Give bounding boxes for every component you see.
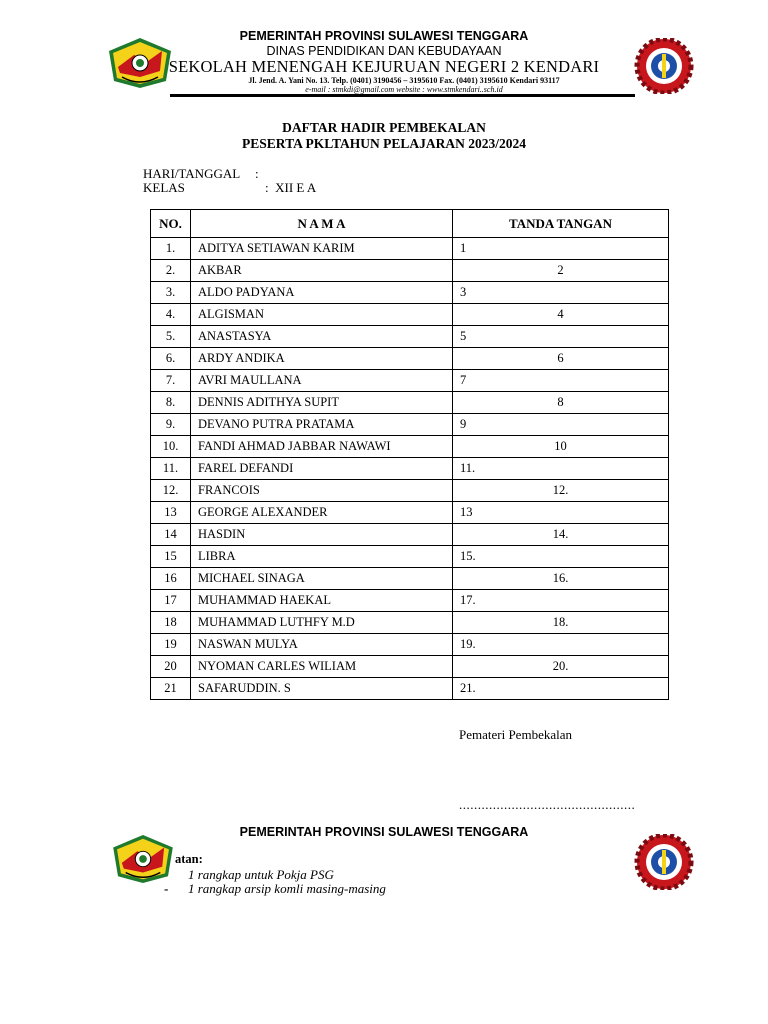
row-signature-cell[interactable] xyxy=(453,502,669,524)
row-name: FAREL DEFANDI xyxy=(191,458,453,480)
note-text: 1 rangkap arsip komli masing-masing xyxy=(188,881,386,896)
row-name: ALDO PADYANA xyxy=(191,282,453,304)
row-signature-number: 14. xyxy=(552,527,569,541)
table-row xyxy=(151,480,669,502)
row-signature-cell[interactable] xyxy=(453,282,669,304)
table-row xyxy=(151,370,669,392)
row-signature-cell[interactable] xyxy=(453,612,669,634)
row-signature-number: 6 xyxy=(557,351,564,365)
table-row xyxy=(151,392,669,414)
row-signature-cell[interactable] xyxy=(453,568,669,590)
row-signature-cell[interactable] xyxy=(453,634,669,656)
row-number: 13 xyxy=(151,502,191,524)
table-row xyxy=(151,414,669,436)
table-row xyxy=(151,546,669,568)
row-signature-number: 19. xyxy=(460,637,476,651)
row-signature-cell[interactable] xyxy=(453,678,669,700)
row-name: NYOMAN CARLES WILIAM xyxy=(191,656,453,678)
row-signature-cell[interactable] xyxy=(453,656,669,678)
row-signature-cell[interactable] xyxy=(453,414,669,436)
row-signature-cell[interactable] xyxy=(453,370,669,392)
row-signature-number: 10 xyxy=(554,439,567,453)
table-row xyxy=(151,524,669,546)
signature-line: ............................................... xyxy=(459,797,636,812)
row-name: LIBRA xyxy=(191,546,453,568)
info-date-value: : xyxy=(255,166,259,181)
row-name: ANASTASYA xyxy=(191,326,453,348)
row-number: 14 xyxy=(151,524,191,546)
row-signature-number: 15. xyxy=(460,549,476,563)
row-signature-cell[interactable] xyxy=(453,590,669,612)
row-signature-cell[interactable] xyxy=(453,524,669,546)
row-number: 20 xyxy=(151,656,191,678)
row-name: ALGISMAN xyxy=(191,304,453,326)
row-number: 21 xyxy=(151,678,191,700)
table-row xyxy=(151,348,669,370)
row-number: 18 xyxy=(151,612,191,634)
table-row xyxy=(151,260,669,282)
signature-label: Pemateri Pembekalan xyxy=(459,727,572,742)
row-name: SAFARUDDIN. S xyxy=(191,678,453,700)
row-signature-cell[interactable] xyxy=(453,304,669,326)
table-row xyxy=(151,458,669,480)
row-number: 8. xyxy=(151,392,191,414)
row-signature-cell[interactable] xyxy=(453,260,669,282)
header-address: Jl. Jend. A. Yani No. 13. Telp. (0401) 3190456 – 3195610 Fax. (0401) 3195610 Kendari 93117 xyxy=(248,76,560,85)
table-row xyxy=(151,502,669,524)
header-divider xyxy=(170,94,635,97)
row-name: MUHAMMAD LUTHFY M.D xyxy=(191,612,453,634)
school-gear-emblem-icon xyxy=(631,834,697,890)
row-number: 11. xyxy=(151,458,191,480)
table-header-row xyxy=(151,210,669,238)
keterangan-label: atan: xyxy=(175,852,203,866)
row-name: FRANCOIS xyxy=(191,480,453,502)
row-number: 17 xyxy=(151,590,191,612)
table-row xyxy=(151,678,669,700)
info-class xyxy=(143,180,316,196)
document-subtitle: PESERTA PKLTAHUN PELAJARAN 2023/2024 xyxy=(242,136,526,151)
document-title: DAFTAR HADIR PEMBEKALAN xyxy=(282,120,486,135)
row-name: DENNIS ADITHYA SUPIT xyxy=(191,392,453,414)
row-signature-number: 1 xyxy=(460,241,467,255)
row-number: 6. xyxy=(151,348,191,370)
col-header-ttd: TANDA TANGAN xyxy=(453,210,669,238)
header-contact: e-mail : stmkdi@gmail.com website : www.stmkendari..sch.id xyxy=(305,85,503,94)
row-name: NASWAN MULYA xyxy=(191,634,453,656)
table-row xyxy=(151,282,669,304)
row-signature-number: 13 xyxy=(460,505,473,519)
row-signature-number: 5 xyxy=(460,329,467,343)
row-signature-number: 11. xyxy=(460,461,476,475)
row-signature-number: 21. xyxy=(460,681,476,695)
table-row xyxy=(151,634,669,656)
row-name: FANDI AHMAD JABBAR NAWAWI xyxy=(191,436,453,458)
table-row xyxy=(151,326,669,348)
row-signature-number: 8 xyxy=(557,395,564,409)
row-signature-cell[interactable] xyxy=(453,546,669,568)
row-number: 16 xyxy=(151,568,191,590)
header-government: PEMERINTAH PROVINSI SULAWESI TENGGARA xyxy=(239,29,529,43)
row-signature-number: 9 xyxy=(460,417,467,431)
col-header-no: NO. xyxy=(151,210,191,238)
attendance-table xyxy=(150,209,669,700)
info-class-value: : XII E A xyxy=(265,180,317,195)
row-signature-number: 7 xyxy=(460,373,467,387)
row-number: 1. xyxy=(151,238,191,260)
row-name: AKBAR xyxy=(191,260,453,282)
table-body xyxy=(151,238,669,700)
note-item xyxy=(164,880,386,898)
table-row xyxy=(151,656,669,678)
row-signature-cell[interactable] xyxy=(453,480,669,502)
table-row xyxy=(151,568,669,590)
row-signature-cell[interactable] xyxy=(453,238,669,260)
row-number: 12. xyxy=(151,480,191,502)
row-signature-cell[interactable] xyxy=(453,326,669,348)
row-signature-number: 16. xyxy=(552,571,569,585)
row-name: AVRI MAULLANA xyxy=(191,370,453,392)
row-number: 3. xyxy=(151,282,191,304)
header-department: DINAS PENDIDIKAN DAN KEBUDAYAAN xyxy=(266,44,502,58)
info-class-label: KELAS xyxy=(143,180,185,195)
row-signature-number: 2 xyxy=(557,263,564,277)
col-header-nama: N A M A xyxy=(191,210,453,238)
row-name: ADITYA SETIAWAN KARIM xyxy=(191,238,453,260)
row-name: DEVANO PUTRA PRATAMA xyxy=(191,414,453,436)
table-row xyxy=(151,436,669,458)
row-signature-number: 20. xyxy=(552,659,569,673)
header-school-name: SEKOLAH MENENGAH KEJURUAN NEGERI 2 KENDARI xyxy=(168,57,600,76)
row-signature-number: 18. xyxy=(552,615,569,629)
row-signature-cell[interactable] xyxy=(453,458,669,480)
row-number: 2. xyxy=(151,260,191,282)
row-signature-cell[interactable] xyxy=(453,392,669,414)
row-number: 15 xyxy=(151,546,191,568)
info-date-label: HARI/TANGGAL xyxy=(143,166,241,181)
row-number: 19 xyxy=(151,634,191,656)
row-number: 4. xyxy=(151,304,191,326)
table-row xyxy=(151,238,669,260)
row-signature-number: 3 xyxy=(460,285,467,299)
row-number: 5. xyxy=(151,326,191,348)
row-name: HASDIN xyxy=(191,524,453,546)
note-bullet: - xyxy=(164,881,169,896)
row-name: GEORGE ALEXANDER xyxy=(191,502,453,524)
row-number: 7. xyxy=(151,370,191,392)
table-row xyxy=(151,304,669,326)
row-name: MUHAMMAD HAEKAL xyxy=(191,590,453,612)
row-signature-cell[interactable] xyxy=(453,436,669,458)
note-text: 1 rangkap untuk Pokja PSG xyxy=(188,867,334,882)
footer-right-logo xyxy=(631,834,697,890)
row-name: ARDY ANDIKA xyxy=(191,348,453,370)
table-row xyxy=(151,590,669,612)
row-signature-number: 12. xyxy=(552,483,569,497)
row-signature-cell[interactable] xyxy=(453,348,669,370)
row-signature-number: 4 xyxy=(557,307,564,321)
footer-government: PEMERINTAH PROVINSI SULAWESI TENGGARA xyxy=(239,825,529,839)
table-row xyxy=(151,612,669,634)
row-signature-number: 17. xyxy=(460,593,476,607)
row-number: 10. xyxy=(151,436,191,458)
row-number: 9. xyxy=(151,414,191,436)
row-name: MICHAEL SINAGA xyxy=(191,568,453,590)
